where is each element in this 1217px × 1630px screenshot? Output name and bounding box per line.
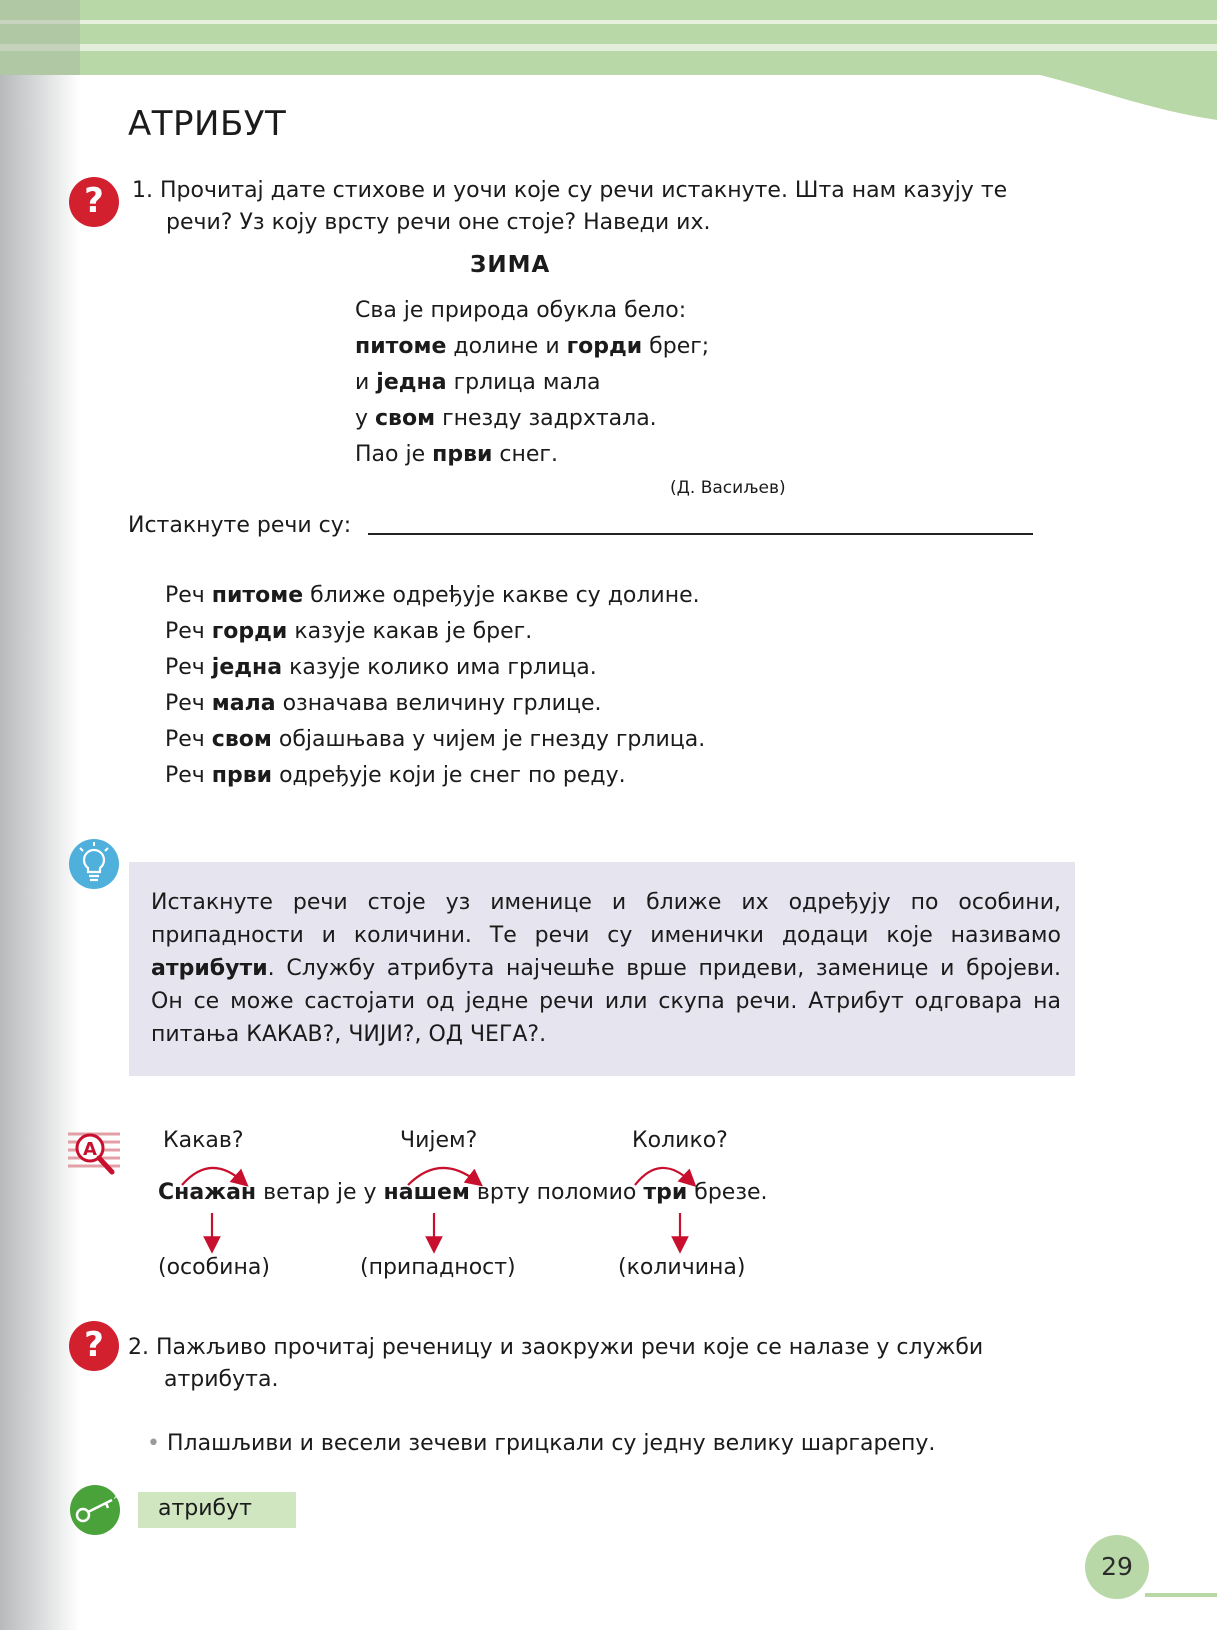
poem-title: ЗИМА <box>470 252 551 278</box>
highlighted-word: једна <box>376 370 447 395</box>
explanation-line: Реч свом објашњава у чијем је гнезду грлица. <box>165 727 706 752</box>
page-number: 29 <box>1085 1535 1149 1599</box>
svg-text:?: ? <box>84 1325 104 1365</box>
label-possession: (припадност) <box>360 1255 516 1280</box>
task2-sentence: • Плашљиви и весели зечеви грицкали су једну велику шаргарепу. <box>147 1431 936 1456</box>
task2-instruction-line2: атрибута. <box>164 1367 279 1392</box>
page-number-line <box>1145 1593 1217 1597</box>
question-whose: Чијем? <box>400 1128 478 1153</box>
poem-line-4: у свом гнезду задрхтала. <box>355 406 657 431</box>
explanation-line: Реч мала означава величину грлице. <box>165 691 602 716</box>
highlighted-word: горди <box>566 334 643 359</box>
poem-line-3: и једна грлица мала <box>355 370 601 395</box>
svg-text:A: A <box>83 1139 97 1160</box>
page-left-shade <box>0 0 80 1630</box>
question-how-many: Колико? <box>632 1128 728 1153</box>
key-icon <box>68 1484 128 1536</box>
answer-label: Истакнуте речи су: <box>128 513 352 538</box>
key-term: атрибут <box>158 1496 252 1521</box>
highlighted-word: први <box>432 442 493 467</box>
info-text: Истакнуте речи стоје уз именице и ближе их одређују по особини, припадности и количини. Те речи су именички додаци које називамо атрибути. Службу атрибута најчешће врше придеви, заменице и бројеви. Он се може састојати од једне речи или скупа речи. Атрибут одговара на питања КАКАВ?, ЧИЈИ?, ОД ЧЕГА?. <box>151 890 1061 1047</box>
label-property: (особина) <box>158 1255 270 1280</box>
example-arrows <box>150 1155 800 1255</box>
explanation-line: Реч горди казује какав је брег. <box>165 619 533 644</box>
bullet: • <box>147 1431 167 1456</box>
svg-text:?: ? <box>84 181 104 221</box>
highlighted-word: свом <box>375 406 436 431</box>
poem-line-2: питоме долине и горди брег; <box>355 334 710 359</box>
magnifier-icon <box>68 1128 120 1176</box>
explanation-line: Реч први одређује који је снег по реду. <box>165 763 626 788</box>
example-sentence: Снажан ветар је у нашем врту поломио три брезе. <box>158 1180 768 1205</box>
explanation-line: Реч једна казује колико има грлица. <box>165 655 597 680</box>
question-icon <box>68 176 120 228</box>
task1-instruction-line1: 1. Прочитај дате стихове и уочи које су речи истакнуте. Шта нам казују те <box>132 178 1008 203</box>
question-what-kind: Какав? <box>163 1128 244 1153</box>
label-quantity: (количина) <box>618 1255 746 1280</box>
task1-instruction-line2: речи? Уз коју врсту речи оне стоје? Наведи их. <box>166 210 711 235</box>
task2-instruction-line1: 2. Пажљиво прочитај реченицу и заокружи речи које се налазе у служби <box>128 1335 984 1360</box>
info-box <box>129 862 1075 1076</box>
poem-line-1: Сва је природа обукла бело: <box>355 298 687 323</box>
answer-blank-line[interactable] <box>368 533 1033 535</box>
highlighted-word: питоме <box>355 334 447 359</box>
poem-line-5: Пао је први снег. <box>355 442 558 467</box>
page-title: АТРИБУТ <box>128 104 287 144</box>
poem-author: (Д. Васиљев) <box>670 478 786 498</box>
lightbulb-icon <box>68 838 120 890</box>
explanation-line: Реч питоме ближе одређује какве су долине. <box>165 583 700 608</box>
key-term-box <box>138 1492 296 1528</box>
question-icon <box>68 1320 120 1372</box>
key-icon-tag: Abc <box>114 1493 128 1501</box>
